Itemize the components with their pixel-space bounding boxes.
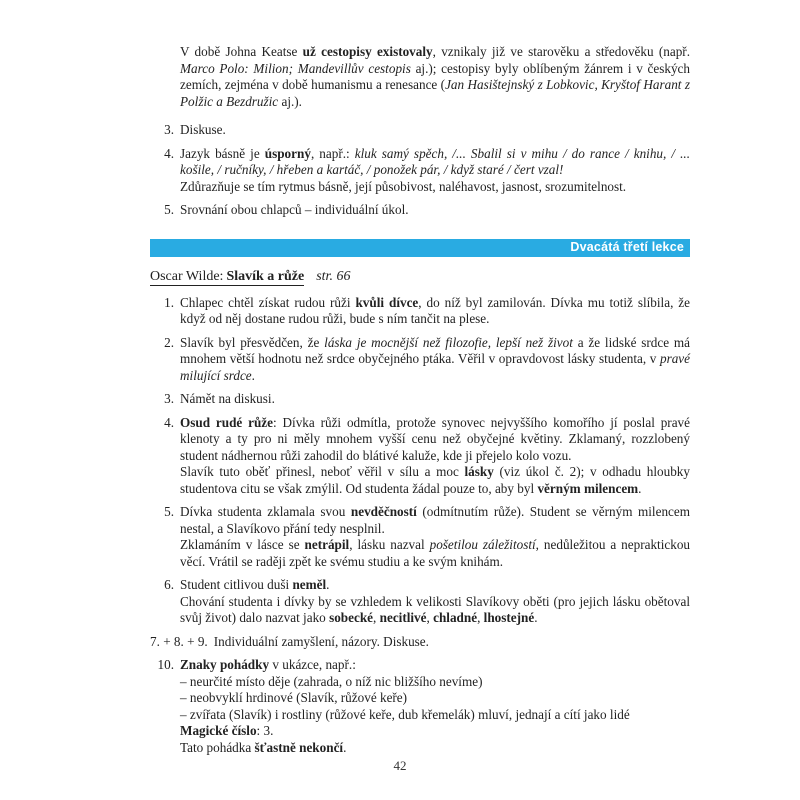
list-item-number: 5. (164, 504, 174, 519)
text-run: , (477, 610, 484, 625)
paragraph-line (180, 295, 690, 328)
text-run: . (343, 739, 347, 755)
list-item (150, 504, 690, 570)
list-item-text (180, 504, 690, 570)
text-run: : 3. (256, 723, 274, 738)
text-run: , do níž byl zamilován. Dívka mu totiž slíbila, že když od něj dostane rudou růži, bude s ním tančit na plese. (180, 294, 690, 326)
heading-author: Oscar Wilde: (150, 268, 224, 284)
text-run: úsporný (264, 145, 311, 161)
text-run: v ukázce, např.: (269, 657, 356, 672)
text-run: Diskuse. (180, 122, 226, 137)
text-run: netrápil (304, 537, 350, 552)
list-item-number: 1. (164, 294, 174, 310)
list-item (150, 577, 690, 627)
paragraph-line (180, 723, 690, 740)
paragraph-line (180, 415, 690, 465)
list-item (150, 634, 690, 651)
text-run: , (373, 610, 380, 625)
list-item-number: 7. + 8. + 9. (150, 633, 208, 649)
paragraph-line (180, 391, 690, 408)
text-run: lásky (464, 464, 494, 479)
list-item-number: 6. (164, 577, 174, 592)
text-run: . (251, 367, 255, 383)
paragraph-line (180, 202, 690, 219)
text-run: aj.). (278, 93, 302, 109)
text-run: Dívka studenta zklamala svou (180, 504, 351, 519)
text-run: nevděčností (350, 504, 417, 519)
list-item-number: 4. (164, 145, 174, 161)
text-run: (viz úkol č. 2); v odhadu hloubky studentova citu se však zmýlil. Od studenta žádal pouze to, aby byl (180, 464, 690, 496)
text-run: : Dívka růži odmítla, protože synovec nejvyššího komořího jí poslal pravé klenoty a ty pro ni měly mnohem vyšší cenu než obyčejné květiny. Zklamaný, rozzlobený student nádhernou růži zahodil do blátivé kaluže, kde ji přejelo kolo vozu. (180, 414, 690, 463)
text-run: aj.); cestopisy byly oblíbeným žánrem i v českých zemích, zejména v době humanismu a renesance ( (180, 60, 691, 92)
text-run: chladné (433, 610, 478, 625)
list-item-text (180, 657, 690, 756)
paragraph-line (180, 707, 690, 724)
list-item-text (180, 202, 690, 219)
text-run: – neurčité místo děje (zahrada, o níž nic bližšího nevíme) (180, 673, 483, 689)
text-run: Zklamáním v lásce se (180, 537, 305, 552)
paragraph-line (180, 537, 690, 570)
text-run: . (638, 480, 642, 496)
text-run: už cestopisy existovaly (302, 44, 433, 59)
paragraph-line (214, 634, 690, 651)
heading-title: Slavík a růže (226, 268, 305, 284)
text-run: . (534, 610, 538, 625)
text-run: pravé milující srdce (180, 351, 690, 383)
text-run: Námět na diskusi. (180, 391, 275, 406)
text-run: neměl (292, 577, 327, 592)
text-run: šťastně nekončí (254, 739, 344, 755)
list-item (150, 146, 690, 196)
text-run: Znaky pohádky (180, 657, 270, 672)
paragraph-line (180, 577, 690, 594)
text-run: . (326, 577, 330, 592)
text-run: , vznikaly již ve starověku a středověku (např. (432, 44, 690, 59)
text-run: Slavík tuto oběť přinesl, neboť věřil v sílu a moc (180, 464, 465, 479)
text-run: Magické číslo (180, 723, 257, 738)
paragraph-line (180, 674, 690, 691)
text-run: Jan Hasištejnský z Lobkovic, Kryštof Harant z Polžic a Bezdružic (180, 77, 690, 109)
list-item-text (180, 146, 690, 196)
list-item (150, 391, 690, 408)
text-run: Individuální zamyšlení, názory. Diskuse. (213, 633, 429, 649)
list-item (150, 122, 690, 139)
list-item-text (180, 335, 690, 385)
text-run: necitlivé (379, 610, 427, 625)
text-run: V době Johna Keatse (180, 44, 303, 59)
list-item-text (180, 391, 690, 408)
text-run: věrným milencem (537, 480, 639, 496)
section-heading (150, 268, 690, 286)
heading-page-ref: str. 66 (316, 268, 351, 284)
text-run: a že lidské srdce má mnohem větší hodnotu než srdce obyčejného ptáka. Věřil v opravdovost lásky studenta, v (180, 334, 691, 366)
list-item (150, 202, 690, 219)
text-run: Srovnání obou chlapců – individuální úkol. (180, 202, 409, 217)
text-run: Jazyk básně je (180, 145, 265, 161)
text-run: Slavík byl přesvědčen, že (180, 334, 325, 350)
text-run: , (426, 610, 434, 625)
list-item-number: 3. (164, 122, 174, 137)
paragraph-line (180, 179, 690, 196)
heading-underlined-group (150, 269, 304, 286)
text-run: lhostejné (483, 610, 535, 625)
text-run: – neobvyklí hrdinové (Slavík, růžové keře) (180, 690, 408, 705)
text-run: , např.: (310, 145, 355, 161)
paragraph-line (180, 504, 690, 537)
lesson-banner (150, 239, 690, 257)
paragraph-block (150, 44, 690, 110)
section-lesson (150, 295, 690, 757)
text-run: , lásku nazval (349, 537, 430, 552)
text-run: Chlapec chtěl získat rudou růži (180, 294, 356, 310)
text-run: Chování studenta i dívky by se vzhledem k velikosti Slavíkovy oběti (pro jejich lásku obětoval svůj život) dalo nazvat jako (180, 593, 690, 625)
text-run: Osud rudé růže (180, 414, 274, 430)
list-item-number: 10. (157, 657, 174, 672)
list-item-text (180, 122, 690, 139)
text-run: Tato pohádka (180, 739, 255, 755)
text-run: pošetilou záležitostí (429, 537, 536, 552)
list-item (150, 295, 690, 328)
page-content (150, 44, 690, 763)
list-item-text (180, 415, 690, 498)
list-item-number: 4. (164, 414, 174, 430)
paragraph-line (180, 335, 690, 385)
text-run: (odmítnutím růže). Student se věrným milencem nestal, a Slavíkovo přání tedy nesplnil. (180, 504, 690, 536)
list-item-text (180, 44, 690, 110)
paragraph-line (180, 122, 690, 139)
text-run: – zvířata (Slavík) i rostliny (růžové keře, dub křemelák) mluví, jednají a cítí jako lidé (180, 706, 630, 722)
list-item-number: 3. (164, 391, 174, 406)
text-run: Student citlivou duši (180, 577, 293, 592)
paragraph-line (180, 464, 690, 497)
list-item (150, 657, 690, 756)
list-item-number: 2. (164, 334, 174, 350)
text-run: Zdůrazňuje se tím rytmus básně, její působivost, naléhavost, jasnost, srozumitelnost. (180, 178, 627, 194)
list-item-text (180, 577, 690, 627)
text-run: kvůli dívce (355, 294, 419, 310)
paragraph-line (180, 657, 690, 674)
text-run: láska je mocnější než filozofie, lepší než život (324, 334, 573, 350)
text-run: , nedůležitou a nepraktickou věcí. Vrátil se raději zpět ke svému studiu a ke svým knihám. (180, 537, 691, 569)
paragraph-line (180, 690, 690, 707)
paragraph-line (180, 740, 690, 757)
paragraph-line (180, 594, 690, 627)
lesson-banner-label: Dvacátá třetí lekce (570, 240, 684, 255)
page-number: 42 (393, 758, 407, 773)
text-run: sobecké (329, 610, 374, 625)
list-item (150, 335, 690, 385)
list-item (150, 415, 690, 498)
list-item-number: 5. (164, 202, 174, 217)
section-top (150, 44, 690, 219)
text-run: Marco Polo: Milion; Mandevillův cestopis (180, 60, 411, 76)
paragraph-line (180, 44, 690, 110)
text-run: kluk samý spěch, /... Sbalil si v mihu / do rance / knihu, / ... košile, / ručníky, / hřeben a kartáč, / ponožek pár, / když staré / čert vzal! (180, 145, 690, 177)
paragraph-line (180, 146, 690, 179)
list-item-text (180, 295, 690, 328)
list-item-text (214, 634, 690, 651)
